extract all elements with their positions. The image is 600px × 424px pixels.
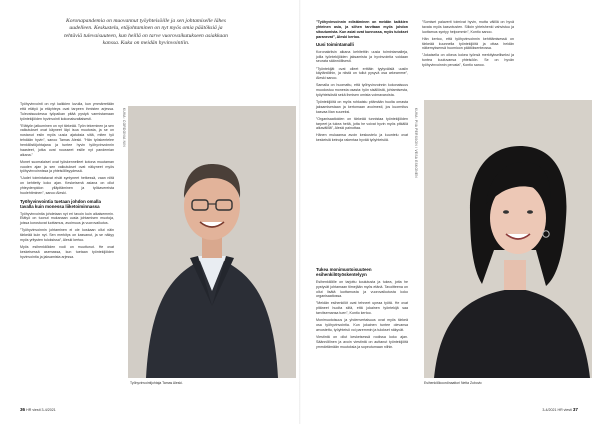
photo-credit-left: KUVA: CORDONIA NIN <box>122 108 126 147</box>
intro-paragraph: Koronapandemia on muovannut työyhteisöille ja sen johtamiselle lähes uudelleen. Keskustelu, etäjohtaminen on nyt myös omia päätöksiä ja tehtäviä tulevaisuuteen, kun heillä on tarve vuorovaikutukseen asiakkaan kanssa. Kuka on meidän hyvinvointiin. <box>64 18 228 47</box>
article-column-1 <box>20 102 114 262</box>
paragraph: Samalla on huomattu, että työhyvinvoinnin kokonaisuus muodostuu monesta osasta: työn sisällöstä, johtamisesta, työyhteisöstä sekä ihmisen omista voimavaroista. <box>316 83 408 97</box>
paragraph: ”Etätyön jatkuminen on nyt tärkeää. Työn tekeminen ja sen vaikutukset ovat käyneet läpi isoa muutosta, ja se on nostanut esiin myös uusia ajatuksia siitä, miten työ tehdään hyvin”, sanoo Tamas Aleski. ”Hän työskentelee henkilöstöjohtajana ja tuntee hyvin työhyvinvoinnin haasteet, jotka ovat nousseet esille nyt pandemian aikana.” <box>20 123 114 157</box>
paragraph: Hän kertoo, että työhyvinvoinnin kehittämisessä on tärkeää kuunnella työntekijöitä ja ottaa heidän näkemyksensä huomioon päätöksenteossa. <box>422 36 514 51</box>
paragraph: Myös esihenkilöiden rooli on muuttunut. He ovat keskeisessä asemassa, kun tuetaan työntekijöiden hyvinvointia ja jaksamista arjessa. <box>20 245 114 259</box>
page-gutter <box>299 0 301 424</box>
paragraph: ”Somiset palaverit toimivat hyvin, mutta välillä on hyvä tavata myös kasvotusten. Silloin yhteishenki vahvistuu ja luottamus syntyy helpommin”, Kontio sanoo. <box>422 20 514 34</box>
folio-left <box>20 407 56 412</box>
article-column-5 <box>316 264 408 352</box>
portrait-photo-man <box>128 106 296 378</box>
paragraph: Monimuotoisuus ja yhdenvertaisuus ovat myös tärkeä osa työhyvinvointia. Kun jokainen tuntee olevansa arvostettu, työyhteisö voi paremmin ja tulokset näkyvät. <box>316 318 408 332</box>
paragraph: ”Uudet toimintatavat eivät syntyneet hetkessä, vaan niitä on kehitetty koko ajan. Keskeisenä asiana on ollut yhteydenpidon ylläpitäminen ja työkavereista huolehtiminen”, sanoo Aleski. <box>20 176 114 195</box>
portrait-photo-woman <box>424 100 592 378</box>
man-portrait-illustration <box>128 106 296 378</box>
photo-credit-right: KUVA: PIIA PERSSON / VESA ESKONEN <box>414 108 418 178</box>
paragraph: Monet suomalaiset ovat työskennelleet kotona muutaman vuoden ajan ja sen vaikutukset ovat näkyneet myös työhyvinvoinnissa ja yhteisöllisyydessä. <box>20 159 114 174</box>
paragraph: ”Meidän esihenkilöt ovat tehneet upeaa työtä. He ovat pitäneet huolta siitä, että jokainen työntekijä saa tarvitsemansa tuen”, Kontio kertoo. <box>316 301 408 316</box>
magazine-issue: HR viesti 3-4/2021 <box>26 408 56 412</box>
photo-caption-left: Työhyvinvointijohtaja Tamas Aleski. <box>130 381 183 385</box>
paragraph: ”Organisaatioiden on tärkeää tunnistaa työntekijöiden tarpeet ja tukea heitä, jotta he voivat hyvin myös pitkällä aikavälillä”, Aleski painottaa. <box>316 116 408 131</box>
subheading: Uusi toimintamalli <box>316 42 354 48</box>
page-number: 36 <box>20 407 26 412</box>
paragraph: Viestintä on ollut keskeisessä roolissa koko ajan. Säännöllinen ja avoin viestintä on auttanut työntekijöitä ymmärtämään muutoksia ja sopeutumaan niihin. <box>316 334 408 349</box>
page-number: 37 <box>572 407 578 412</box>
paragraph: ”Työhyvinvoinnin edistäminen on meidän kaikkien yhteinen asia, ja siihen tarvitaan myös johdon sitoutumista. Kun asiat ovat kunnossa, myös tulokset paranevat”, Aleski kertoo. <box>316 20 408 39</box>
photo-caption-right: Esihenkilökoordinaattori Netta Zubovic <box>424 381 482 385</box>
paragraph: Työntekijöitä on myös rohkaistu pitämään huolta omasta jaksamisestaan ja kertomaan avoimesti, jos kuormitus kasvaa liian suureksi. <box>316 99 408 114</box>
paragraph: Koronakriisin aikana kehitettiin uusia toimintamalleja, joilla työntekijöiden jaksamista ja hyvinvointia voidaan seurata säännöllisesti. <box>316 49 408 64</box>
subheading: Työhyvinvointia tuetaan johdon omalla tavalla kuin monessa liiketoiminnassa <box>20 198 101 210</box>
article-column-4 <box>422 20 514 70</box>
paragraph: ”Työntekijät ovat olleet erittäin tyytyväisiä uusiin käytäntöihin, ja niistä on tullut pysyvä osa arkeamme”, Aleski sanoo. <box>316 66 408 81</box>
paragraph: ”Jokaisella on oikeus kokea työnsä merkitykselliseksi ja tuntea kuuluvansa yhteisöön. Se on hyvän työhyvinvoinnin perusta”, Kontio sanoo. <box>422 53 514 68</box>
paragraph: Hänen mukaansa avoin keskustelu ja kuuntelu ovat keskeisiä keinoja rakentaa hyvää työyhteisöä. <box>316 133 408 143</box>
article-column-3 <box>316 20 408 145</box>
paragraph: Esihenkilöille on tarjottu koulutusta ja tukea, jotta he pystyvät johtamaan tiimejään myös etänä. Tavoitteena on ollut lisätä luottamusta ja vuorovaikutusta koko organisaatiossa. <box>316 279 408 299</box>
paragraph: Työhyvinvointi on nyt kaikkien luvulla, kun ymmärretään että etätyö ja etäyhteys ovat tarpeen ihmisten arjessa. Tulevaisuudessa työpaikan pitää pystyä varmistamaan työntekijöiden hyvinvointi kokonaisvaltaisesti. <box>20 102 114 121</box>
woman-portrait-illustration <box>424 100 592 378</box>
subheading: Tukea monimuotoisuuteen esihenkilötyöskentelyyn <box>316 267 372 278</box>
folio-right <box>542 407 578 412</box>
magazine-issue: 3-4/2021 HR viesti <box>542 408 572 412</box>
paragraph: ”Työhyvinvoinnin johtaminen ei ole koskaan ollut näin tärkeää kuin nyt. Sen merkitys on kasvanut, ja se näkyy myös yritysten tuloksissa”, Aleski kertoo. <box>20 228 114 242</box>
paragraph: Työhyvinvointia johdetaan nyt eri tavoin kuin aikaisemmin. Etätyö on tuonut mukanaan uusia johtamisen muotoja, joissa korostuvat luottamus, avoimuus ja vuorovaikutus. <box>20 211 114 226</box>
